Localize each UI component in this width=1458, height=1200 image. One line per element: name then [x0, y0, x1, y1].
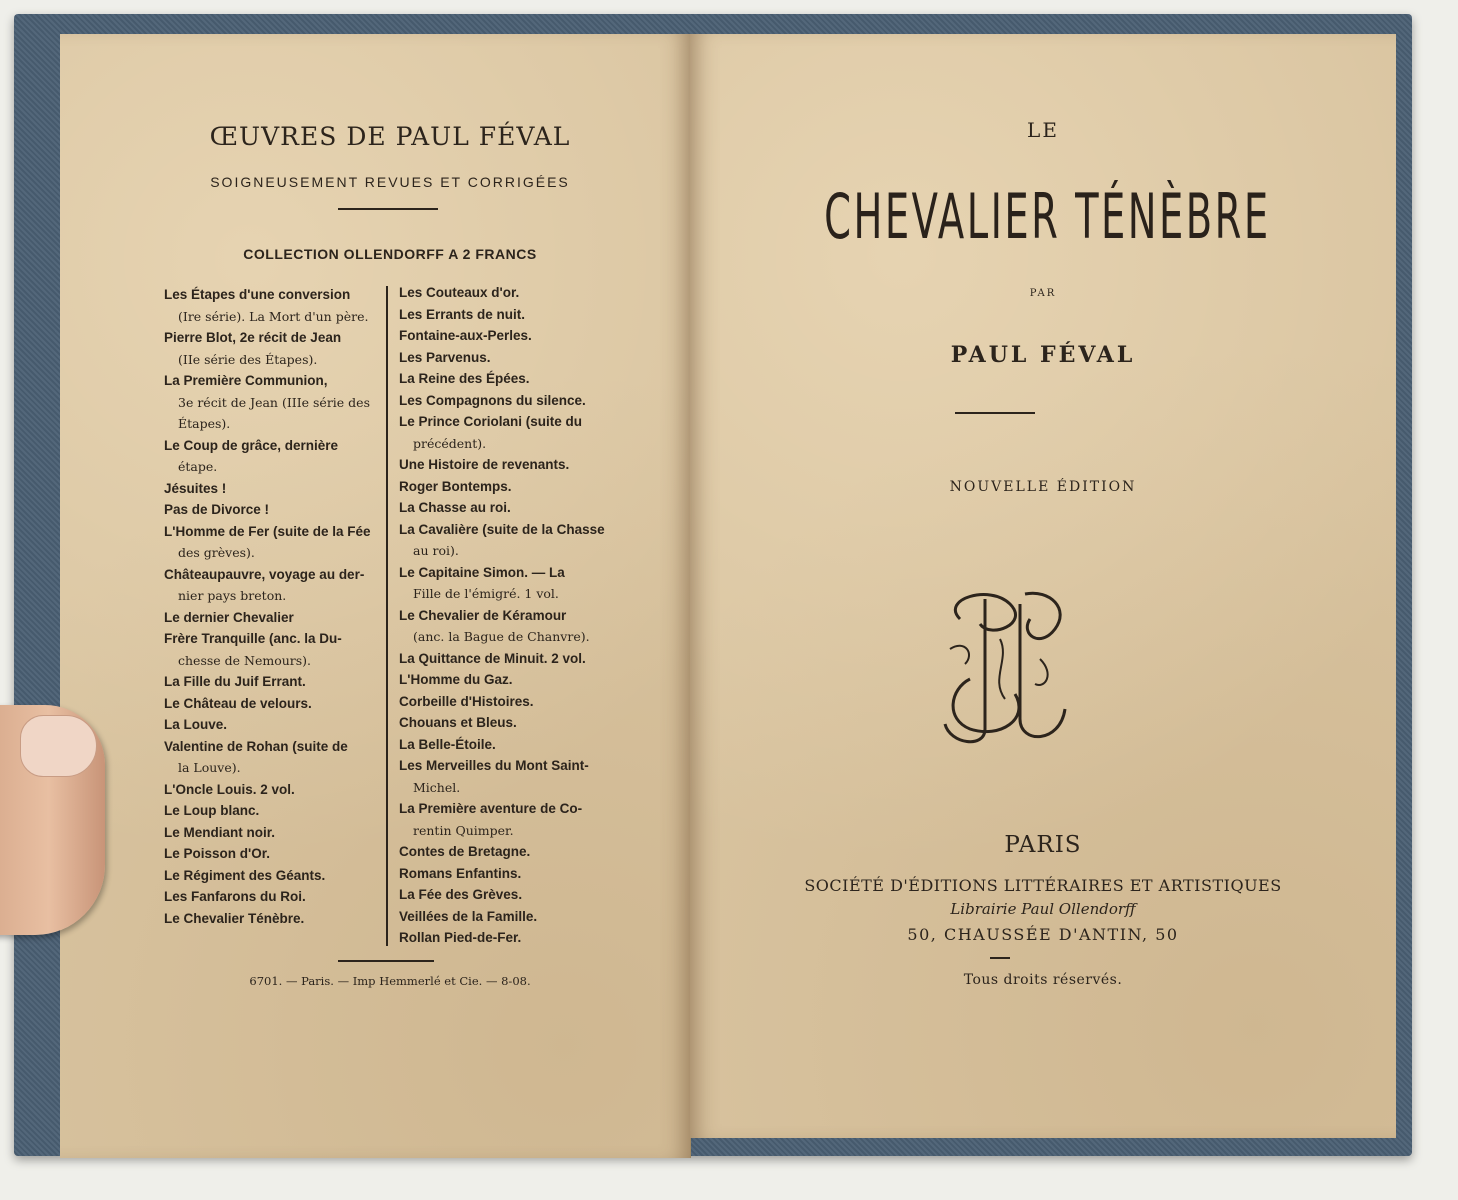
work-title-entry: [164, 370, 382, 435]
work-title-entry: [399, 734, 625, 756]
work-title-entry: [164, 865, 382, 887]
work-title: Le Prince Coriolani (suite du: [399, 414, 583, 429]
work-title: Valentine de Rohan (suite de: [164, 738, 348, 754]
work-title: La Cavalière (suite de la Chasse: [399, 521, 605, 537]
work-title: La Reine des Épées.: [399, 371, 530, 386]
work-note: Michel.: [413, 779, 461, 795]
work-title: Le Poisson d'Or.: [164, 846, 270, 861]
work-title: Les Merveilles du Mont Saint-: [399, 758, 589, 773]
collection-heading: COLLECTION OLLENDORFF A 2 FRANCS: [243, 246, 537, 262]
work-title: Les Errants de nuit.: [399, 306, 526, 322]
work-title-entry: [164, 714, 382, 736]
work-title-entry: [164, 628, 382, 671]
publisher-address: 50, CHAUSSÉE D'ANTIN, 50: [907, 925, 1179, 944]
work-title: La Fée des Grèves.: [399, 887, 523, 902]
work-title-entry: [164, 671, 382, 693]
work-title-entry: [164, 564, 382, 607]
footer-rule: [338, 960, 434, 962]
work-title: Rollan Pied-de-Fer.: [399, 930, 522, 945]
publisher-name: SOCIÉTÉ D'ÉDITIONS LITTÉRAIRES ET ARTISTIQUES: [804, 876, 1282, 895]
work-title: Contes de Bretagne.: [399, 844, 531, 859]
work-note: Fille de l'émigré. 1 vol.: [413, 586, 559, 601]
library-name: Librairie Paul Ollendorff: [950, 900, 1136, 918]
work-title-entry: [164, 607, 382, 629]
work-title: L'Oncle Louis. 2 vol.: [164, 781, 295, 797]
work-title-entry: [164, 499, 382, 521]
work-title: La Chasse au roi.: [399, 500, 511, 515]
work-title-entry: [164, 843, 382, 865]
work-title-entry: [164, 908, 382, 930]
work-title: La Première Communion,: [164, 373, 328, 388]
work-title: Châteaupauvre, voyage au der-: [164, 566, 365, 582]
works-subtitle: SOIGNEUSEMENT REVUES ET CORRIGÉES: [210, 174, 570, 190]
work-note: (IIe série des Étapes).: [178, 351, 318, 367]
work-title: L'Homme de Fer (suite de la Fée: [164, 523, 371, 539]
work-title-entry: [164, 693, 382, 715]
work-title-entry: [399, 454, 625, 476]
work-title-entry: [399, 282, 625, 304]
work-title-entry: [399, 497, 625, 519]
work-note: chesse de Nemours).: [178, 652, 312, 668]
work-note: (anc. la Bague de Chanvre).: [413, 629, 590, 644]
rights-notice: Tous droits réservés.: [963, 972, 1123, 988]
work-title: Le Régiment des Géants.: [164, 867, 326, 883]
author-name: PAUL FÉVAL: [950, 342, 1136, 368]
work-note: des grèves).: [178, 545, 255, 560]
work-title: La Fille du Juif Errant.: [164, 674, 306, 689]
work-title: Le Mendiant noir.: [164, 824, 276, 840]
work-title: Pas de Divorce !: [164, 502, 270, 517]
work-title-entry: [399, 347, 625, 369]
work-title: Le Coup de grâce, dernière: [164, 437, 339, 453]
work-title: Frère Tranquille (anc. la Du-: [164, 631, 342, 646]
title-rule: [338, 208, 438, 210]
work-title-entry: [399, 712, 625, 734]
work-title: Le Loup blanc.: [164, 803, 260, 818]
work-title-entry: [399, 906, 625, 928]
column-divider: [386, 286, 388, 946]
work-title: Corbeille d'Histoires.: [399, 693, 534, 709]
author-rule: [955, 412, 1035, 414]
work-title: Une Histoire de revenants.: [399, 457, 570, 472]
work-title: La Première aventure de Co-: [399, 801, 583, 816]
work-title-entry: [164, 800, 382, 822]
work-title: Les Parvenus.: [399, 349, 491, 365]
work-title: Pierre Blot, 2e récit de Jean: [164, 330, 342, 345]
work-title: Jésuites !: [164, 480, 227, 496]
work-title-entry: [164, 327, 382, 370]
titles-column-a: [164, 284, 382, 929]
work-note: la Louve).: [178, 760, 241, 775]
work-title: Les Étapes d'une conversion: [164, 287, 351, 302]
work-title: L'Homme du Gaz.: [399, 672, 513, 687]
work-title: Le Capitaine Simon. — La: [399, 564, 565, 580]
work-title-entry: [399, 863, 625, 885]
work-title-entry: [164, 478, 382, 500]
work-note: précédent).: [413, 435, 487, 451]
by-label: PAR: [1029, 288, 1057, 299]
city-name: PARIS: [1004, 832, 1082, 858]
work-title-entry: [164, 521, 382, 564]
work-title-entry: [164, 822, 382, 844]
work-title: La Quittance de Minuit. 2 vol.: [399, 650, 586, 666]
work-title-entry: [164, 284, 382, 327]
work-title-entry: [164, 736, 382, 779]
work-title: Les Couteaux d'or.: [399, 285, 520, 300]
titles-column-b: [399, 282, 625, 949]
work-title-entry: [164, 779, 382, 801]
work-title: Les Fanfarons du Roi.: [164, 889, 306, 904]
left-page: [60, 34, 691, 1158]
work-note: étape.: [178, 459, 218, 474]
work-title-entry: [164, 886, 382, 908]
thumbnail-nail: [20, 715, 97, 777]
work-title-entry: [164, 435, 382, 478]
work-title-entry: [399, 390, 625, 412]
work-note: 3e récit de Jean (IIIe série des Étapes).: [178, 394, 370, 431]
work-note: au roi).: [413, 543, 459, 558]
work-title-entry: [399, 755, 625, 798]
work-title-entry: [399, 798, 625, 841]
work-title-entry: [399, 669, 625, 691]
publisher-monogram-icon: [930, 579, 1080, 754]
work-title: La Louve.: [164, 717, 228, 732]
work-title-entry: [399, 841, 625, 863]
work-title: Le Chevalier Ténèbre.: [164, 910, 305, 926]
work-title-entry: [399, 368, 625, 390]
work-title-entry: [399, 562, 625, 605]
work-title: Fontaine-aux-Perles.: [399, 328, 532, 343]
work-title-entry: [399, 476, 625, 498]
right-page: [690, 34, 1396, 1138]
work-title-entry: [399, 519, 625, 562]
work-title: Romans Enfantins.: [399, 865, 522, 881]
work-title: La Belle-Étoile.: [399, 736, 496, 752]
work-title: Le Château de velours.: [164, 695, 312, 711]
work-title: Roger Bontemps.: [399, 478, 512, 494]
work-note: (Ire série). La Mort d'un père.: [178, 308, 369, 324]
book-title: CHEVALIER TÉNÈBRE: [824, 180, 1271, 253]
work-title-entry: [399, 648, 625, 670]
work-title-entry: [399, 691, 625, 713]
work-title-entry: [399, 304, 625, 326]
work-title: Le Chevalier de Kéramour: [399, 607, 567, 623]
work-title-entry: [399, 927, 625, 949]
work-title: Le dernier Chevalier: [164, 609, 294, 625]
work-title-entry: [399, 884, 625, 906]
work-note: nier pays breton.: [178, 588, 287, 603]
printer-imprint: 6701. — Paris. — Imp Hemmerlé et Cie. — 8-08.: [249, 974, 531, 988]
address-rule: [990, 957, 1010, 959]
work-title: Chouans et Bleus.: [399, 715, 517, 730]
title-article: LE: [1027, 118, 1059, 142]
work-title-entry: [399, 411, 625, 454]
works-title: ŒUVRES DE PAUL FÉVAL: [209, 122, 571, 151]
work-title: Les Compagnons du silence.: [399, 392, 586, 408]
work-title-entry: [399, 325, 625, 347]
work-note: rentin Quimper.: [413, 822, 514, 838]
edition-label: NOUVELLE ÉDITION: [949, 479, 1137, 495]
work-title-entry: [399, 605, 625, 648]
work-title: Veillées de la Famille.: [399, 908, 538, 924]
